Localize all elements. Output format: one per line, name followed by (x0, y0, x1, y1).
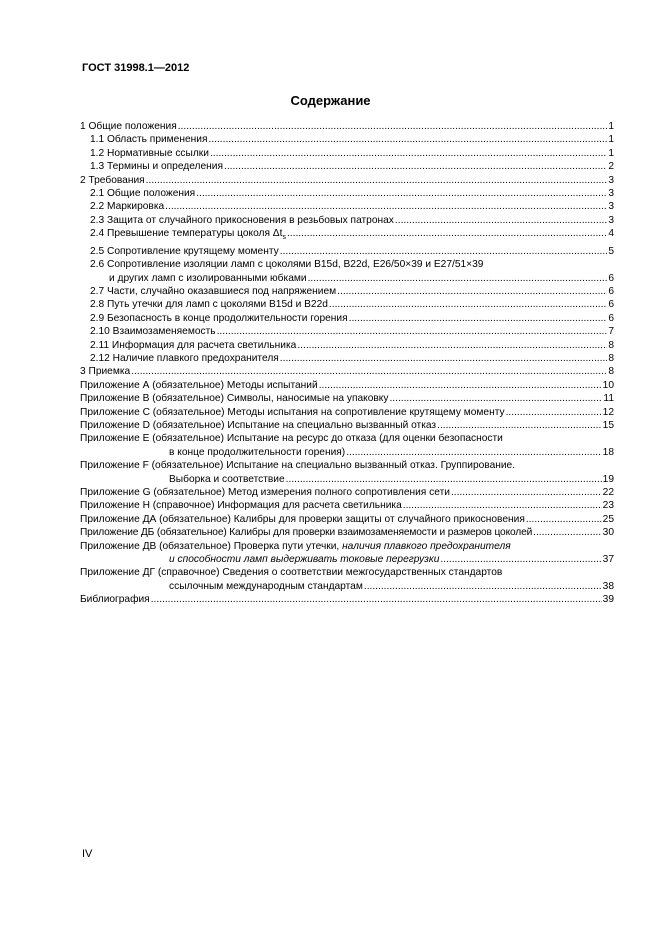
toc-page-number: 19 (602, 473, 614, 485)
toc-entry[interactable]: Приложение D (обязательное) Испытание на специально вызванный отказ ..... 15 (80, 419, 614, 432)
toc-page-number: 37 (602, 554, 614, 566)
toc-entry[interactable]: 2.2 Маркировка ..... 3 (80, 200, 614, 213)
toc-page-number: 22 (602, 487, 614, 498)
toc-entry[interactable]: 2.7 Части, случайно оказавшиеся под напряжением ..... 6 (80, 285, 614, 298)
toc-page-number: 7 (608, 326, 614, 338)
toc-entry[interactable]: Приложение ДБ (обязательное) Калибры для проверки взаимозаменяемости и размеров цоколей ..... 30 (80, 526, 614, 539)
toc-page-number: 10 (602, 379, 614, 391)
toc-page-number: 1 (608, 134, 614, 146)
toc-entry[interactable]: в конце продолжительности горения) ..... 18 (80, 446, 614, 459)
toc-entry-line[interactable]: Приложение Е (обязательное) Испытание на ресурс до отказа (для оценки безопасности (80, 433, 503, 445)
toc-page-number: 3 (608, 174, 614, 186)
toc-entry[interactable]: 2.1 Общие положения ..... 3 (80, 187, 614, 200)
toc-entry[interactable]: 2.4 Превышение температуры цоколя $\Delta t_s$ ..... 4 (80, 227, 614, 244)
toc-page-number: 30 (602, 527, 614, 539)
toc-page-number: 3 (608, 201, 614, 213)
toc-entry[interactable]: ссылочным международным стандартам ..... 38 (80, 580, 614, 593)
toc-entry-line[interactable]: Приложение F (обязательное) Испытание на специально вызванный отказ. Группирование. (80, 460, 516, 472)
toc-page-number: 5 (608, 245, 614, 257)
toc-page-number: 8 (608, 339, 614, 351)
toc-page-number: 3 (608, 214, 614, 226)
toc-page-number: 1 (608, 121, 614, 132)
toc-entry[interactable]: 1 Общие положения ..... 1 (80, 120, 614, 133)
toc-entry[interactable]: Приложение G (обязательное) Метод измерения полного сопротивления сети ..... 22 (80, 486, 614, 499)
toc-entry[interactable]: и других ламп с изолированными юбками ..... 6 (80, 272, 614, 285)
toc-page-number: 11 (603, 393, 614, 405)
toc-page-number: 6 (608, 312, 614, 324)
document-header: ГОСТ 31998.1—2012 (82, 62, 190, 74)
toc-entry[interactable]: Приложение А (обязательное) Методы испытаний ..... 10 (80, 379, 614, 392)
toc-page-number: 8 (608, 366, 614, 378)
toc-page-number: 4 (608, 228, 614, 240)
table-of-contents (80, 120, 614, 607)
toc-page-number: 38 (602, 580, 614, 592)
toc-page-number: 1 (608, 147, 614, 159)
toc-entry[interactable]: 2.12 Наличие плавкого предохранителя ..... 8 (80, 352, 614, 365)
toc-page-number: 3 (608, 188, 614, 200)
toc-entry[interactable]: 2.8 Путь утечки для ламп с цоколями B15d и B22d ..... 6 (80, 298, 614, 311)
page-folio: IV (82, 848, 93, 860)
toc-entry-line[interactable]: 2.6 Сопротивление изоляции ламп с цоколями B15d, B22d, E26/50×39 и E27/51×39 (90, 259, 484, 271)
toc-entry[interactable]: и способности ламп выдерживать токовые перегрузки ..... 37 (80, 553, 614, 566)
toc-entry[interactable]: 1.2 Нормативные ссылки ..... 1 (80, 147, 614, 160)
toc-page-number: 23 (602, 500, 614, 512)
page-title: Содержание (290, 93, 371, 108)
toc-page-number: 6 (608, 299, 614, 311)
toc-entry[interactable]: 2 Требования ..... 3 (80, 174, 614, 187)
toc-entry[interactable]: 1.3 Термины и определения ..... 2 (80, 160, 614, 173)
toc-page-number: 15 (602, 419, 614, 431)
toc-page-number: 2 (608, 161, 614, 173)
toc-entry[interactable]: 2.3 Защита от случайного прикосновения в резьбовых патронах ..... 3 (80, 214, 614, 227)
toc-entry[interactable]: 1.1 Область применения ..... 1 (80, 133, 614, 146)
toc-page-number: 18 (602, 446, 614, 458)
toc-entry[interactable]: Приложение В (обязательное) Символы, наносимые на упаковку ..... 11 (80, 392, 614, 405)
toc-page-number: 6 (608, 272, 614, 284)
toc-entry[interactable]: 2.5 Сопротивление крутящему моменту ..... 5 (80, 245, 614, 258)
toc-entry[interactable]: Приложение ДА (обязательное) Калибры для проверки защиты от случайного прикосновения ..... 25 (80, 513, 614, 526)
toc-entry[interactable]: 2.11 Информация для расчета светильника ..... 8 (80, 339, 614, 352)
toc-page-number: 8 (608, 352, 614, 364)
subscript: s (282, 234, 286, 242)
toc-page-number: 25 (602, 513, 614, 525)
toc-entry[interactable]: 2.10 Взаимозаменяемость ..... 7 (80, 325, 614, 338)
toc-page-number: 12 (602, 406, 614, 418)
toc-page-number: 39 (602, 594, 614, 606)
toc-entry-line[interactable]: Приложение ДВ (обязательное) Проверка пути утечки, наличия плавкого предохранителя (80, 540, 511, 552)
toc-page-number: 6 (608, 285, 614, 297)
toc-entry-line[interactable]: Приложение ДГ (справочное) Сведения о соответствии межгосударственных стандартов (80, 567, 503, 579)
toc-entry[interactable]: Библиография ..... 39 (80, 593, 614, 606)
toc-entry[interactable]: 2.9 Безопасность в конце продолжительности горения ..... 6 (80, 312, 614, 325)
toc-entry[interactable]: Выборка и соответствие ..... 19 (80, 473, 614, 486)
toc-entry[interactable]: Приложение H (справочное) Информация для расчета светильника ..... 23 (80, 499, 614, 512)
toc-entry[interactable]: 3 Приемка ..... 8 (80, 365, 614, 378)
toc-entry[interactable]: Приложение С (обязательное) Методы испытания на сопротивление крутящему моменту ..... 12 (80, 406, 614, 419)
